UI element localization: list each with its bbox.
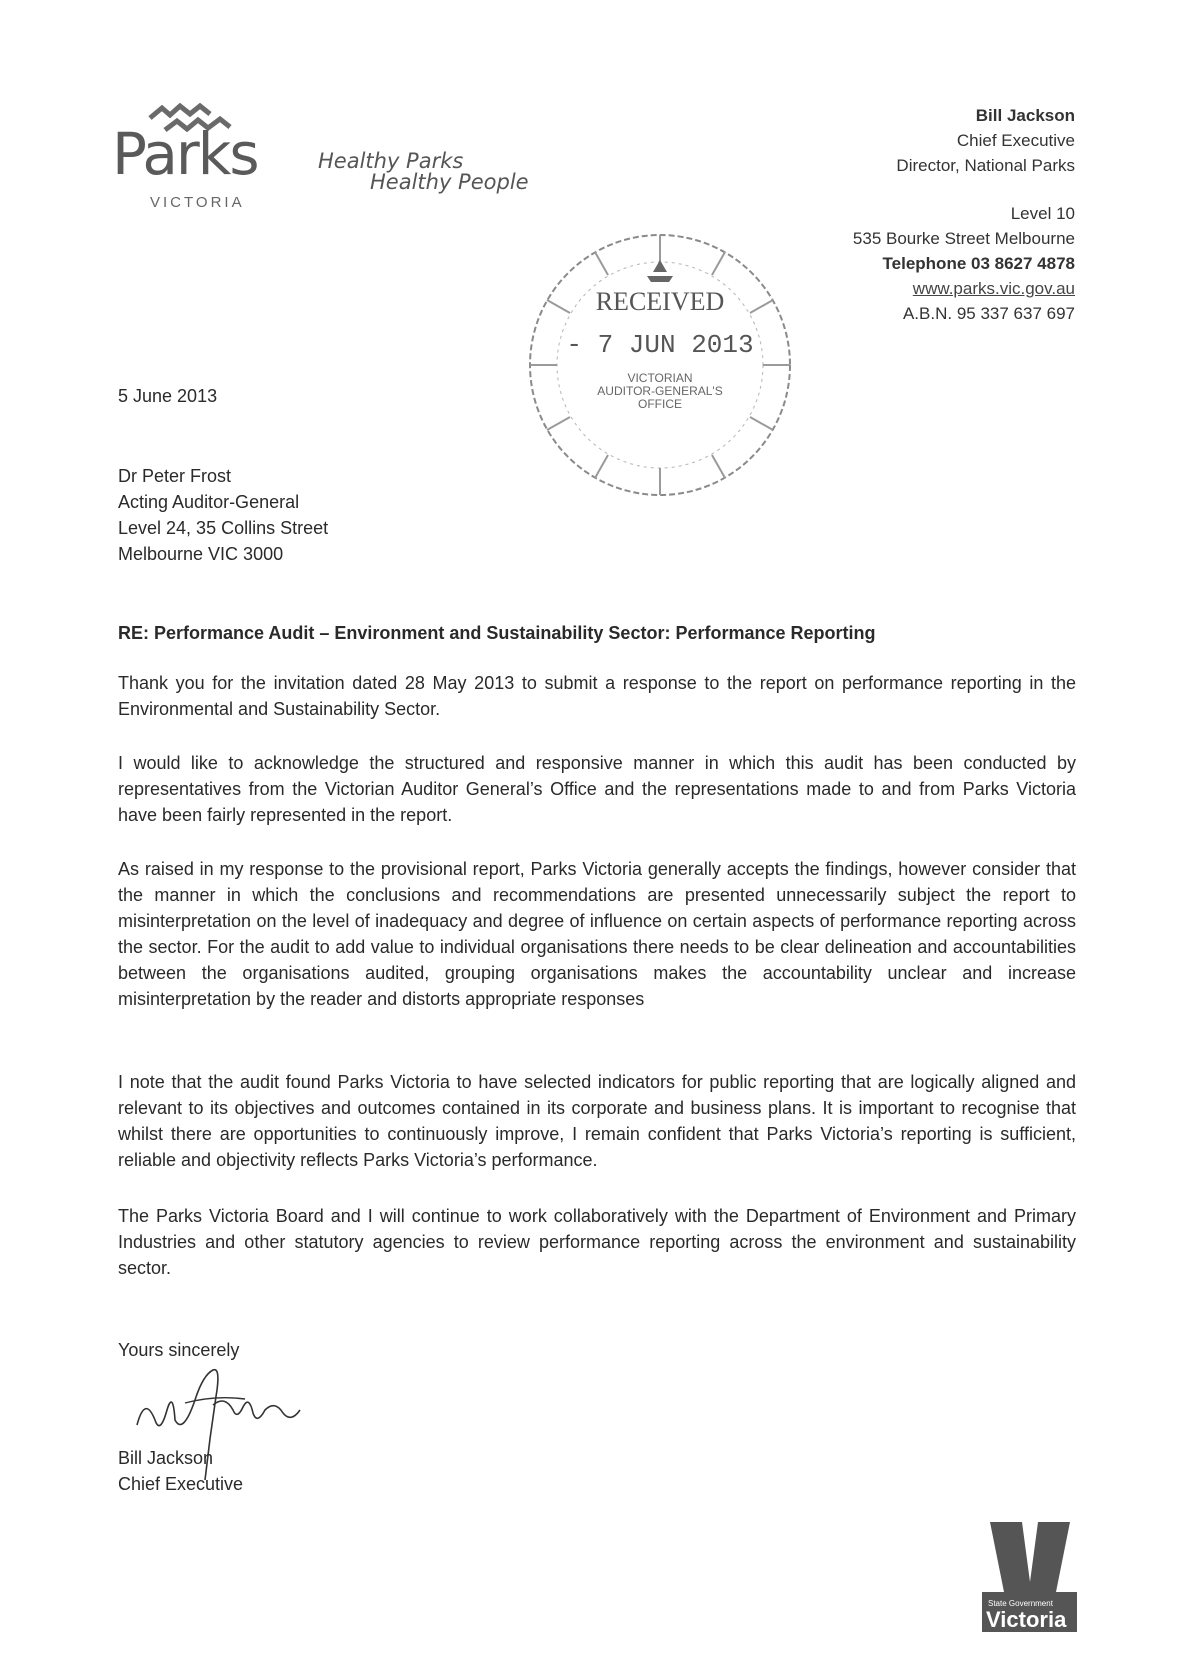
letter-closing: Yours sincerely: [118, 1340, 240, 1360]
sender-name: Bill Jackson: [975, 106, 1075, 125]
vic-logo-small-text: State Government: [988, 1599, 1053, 1608]
received-stamp: [515, 220, 805, 510]
sender-website-link[interactable]: www.parks.vic.gov.au: [912, 279, 1075, 298]
logo-wordmark: Parks: [112, 120, 258, 188]
recipient-line: Melbourne VIC 3000: [118, 544, 284, 564]
sender-address-block: [853, 103, 1075, 326]
body-paragraph: I would like to acknowledge the structured and responsive manner in which this audit has been conducted by representatives from the Victorian Auditor General’s Office and the representations made to and from Parks Victoria have been fairly represented in the report.: [118, 753, 1076, 825]
recipient-line: Dr Peter Frost: [118, 466, 232, 486]
sender-title: Chief Executive: [956, 131, 1075, 150]
letter-subject: RE: Performance Audit – Environment and Sustainability Sector: Performance Reporting: [118, 623, 876, 643]
stamp-line-1: VICTORIAN: [627, 371, 693, 385]
stamp-date: - 7 JUN 2013: [566, 330, 754, 360]
sender-role: Director, National Parks: [896, 156, 1075, 175]
sender-level: Level 10: [1010, 204, 1075, 223]
stamp-line-2: AUDITOR-GENERAL'S: [597, 384, 723, 398]
tagline-line-1: Healthy Parks: [318, 149, 464, 173]
signer-block: [118, 1445, 243, 1497]
state-government-victoria-logo: [982, 1512, 1077, 1632]
sender-telephone: Telephone 03 8627 4878: [882, 254, 1075, 273]
crown-icon: [647, 260, 673, 282]
logo-subtitle: VICTORIA: [150, 194, 245, 211]
recipient-line: Acting Auditor-General: [118, 492, 300, 512]
stamp-line-3: OFFICE: [638, 397, 682, 411]
recipient-line: Level 24, 35 Collins Street: [118, 518, 329, 538]
sender-abn: A.B.N. 95 337 637 697: [902, 304, 1075, 323]
tagline-line-2: Healthy People: [370, 170, 529, 194]
signer-name: Bill Jackson: [118, 1448, 214, 1468]
body-paragraph: Thank you for the invitation dated 28 May 2013 to submit a response to the report on performance reporting in the Environmental and Sustainability Sector.: [118, 673, 1076, 719]
letter-date: 5 June 2013: [118, 386, 218, 406]
body-paragraph: The Parks Victoria Board and I will continue to work collaboratively with the Department of Environment and Primary Industries and other statutory agencies to review performance reporting across the environment and sustainability sector.: [118, 1206, 1076, 1278]
vic-logo-big-text: Victoria: [986, 1607, 1067, 1632]
sender-street: 535 Bourke Street Melbourne: [852, 229, 1075, 248]
stamp-received-text: RECEIVED: [595, 287, 725, 316]
body-paragraph: As raised in my response to the provisional report, Parks Victoria generally accepts the findings, however consider that the manner in which the conclusions and recommendations are presented unnecessarily subject the report to misinterpretation on the level of inadequacy and degree of influence on certain aspects of performance reporting across the sector. For the audit to add value to individual organisations there needs to be clear delineation and accountabilities between the organisations audited, grouping organisations makes the accountability unclear and increase misinterpretation by the reader and distorts appropriate responses: [118, 859, 1076, 1009]
recipient-address: [118, 463, 328, 567]
signer-title: Chief Executive: [118, 1474, 244, 1494]
body-paragraph: I note that the audit found Parks Victoria to have selected indicators for public reporting that are logically aligned and relevant to its objectives and outcomes contained in its corporate and business plans. It is important to recognise that whilst there are opportunities to continuously improve, I remain confident that Parks Victoria’s reporting is sufficient, reliable and objectivity reflects Parks Victoria’s performance.: [118, 1072, 1076, 1170]
